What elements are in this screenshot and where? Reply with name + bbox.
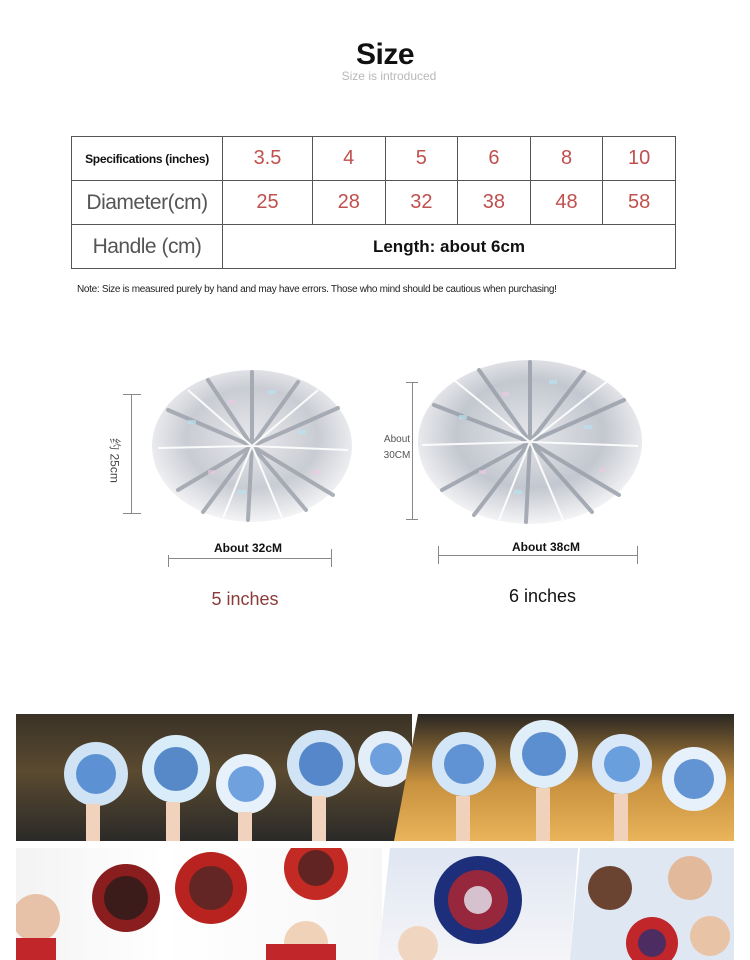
right-height-label-top: About <box>383 434 411 445</box>
right-size-caption: 6 inches <box>508 586 577 606</box>
diameter-cell: 25 <box>223 181 313 225</box>
table-row-handle <box>72 225 676 269</box>
page-title: Size <box>355 38 415 71</box>
right-width-label: About 38cM <box>490 540 602 554</box>
size-cell: 4 <box>312 137 385 181</box>
handle-length-cell: Length: about 6cm <box>223 225 676 269</box>
page-subtitle: Size is introduced <box>341 69 437 83</box>
measurement-note: Note: Size is measured purely by hand and may have errors. Those who mind should be cautious when purchasing! <box>77 284 557 295</box>
cheer-photo-navy-red-pompoms <box>378 848 578 960</box>
diameter-cell: 32 <box>385 181 458 225</box>
diameter-cell: 28 <box>312 181 385 225</box>
size-cell: 5 <box>385 137 458 181</box>
row-label-diameter: Diameter(cm) <box>72 181 223 225</box>
left-height-dimension <box>123 394 141 514</box>
table-row-diameter <box>72 181 676 225</box>
cheer-photo-blue-pompoms-right <box>394 714 734 841</box>
left-size-caption: 5 inches <box>211 589 279 609</box>
diameter-cell: 58 <box>603 181 676 225</box>
cheer-photo-blue-pompoms-left <box>16 714 412 841</box>
pompom-silver-6in-image <box>414 350 646 530</box>
size-cell: 6 <box>458 137 531 181</box>
pompom-silver-5in-image <box>148 360 360 530</box>
row-label-specifications: Specifications (inches) <box>72 137 223 181</box>
cheer-photo-group-huddle <box>570 848 734 960</box>
cheer-photo-red-pompoms <box>16 848 382 960</box>
size-cell: 10 <box>603 137 676 181</box>
size-table <box>71 136 676 269</box>
diameter-cell: 38 <box>458 181 531 225</box>
size-cell: 3.5 <box>223 137 313 181</box>
table-row-specifications <box>72 137 676 181</box>
right-height-label-bottom: 30CM <box>383 450 411 461</box>
row-label-handle: Handle (cm) <box>72 225 223 269</box>
left-width-label: About 32cM <box>168 541 328 555</box>
left-height-label: 约 25cm <box>107 438 122 483</box>
size-cell: 8 <box>530 137 603 181</box>
diameter-cell: 48 <box>530 181 603 225</box>
